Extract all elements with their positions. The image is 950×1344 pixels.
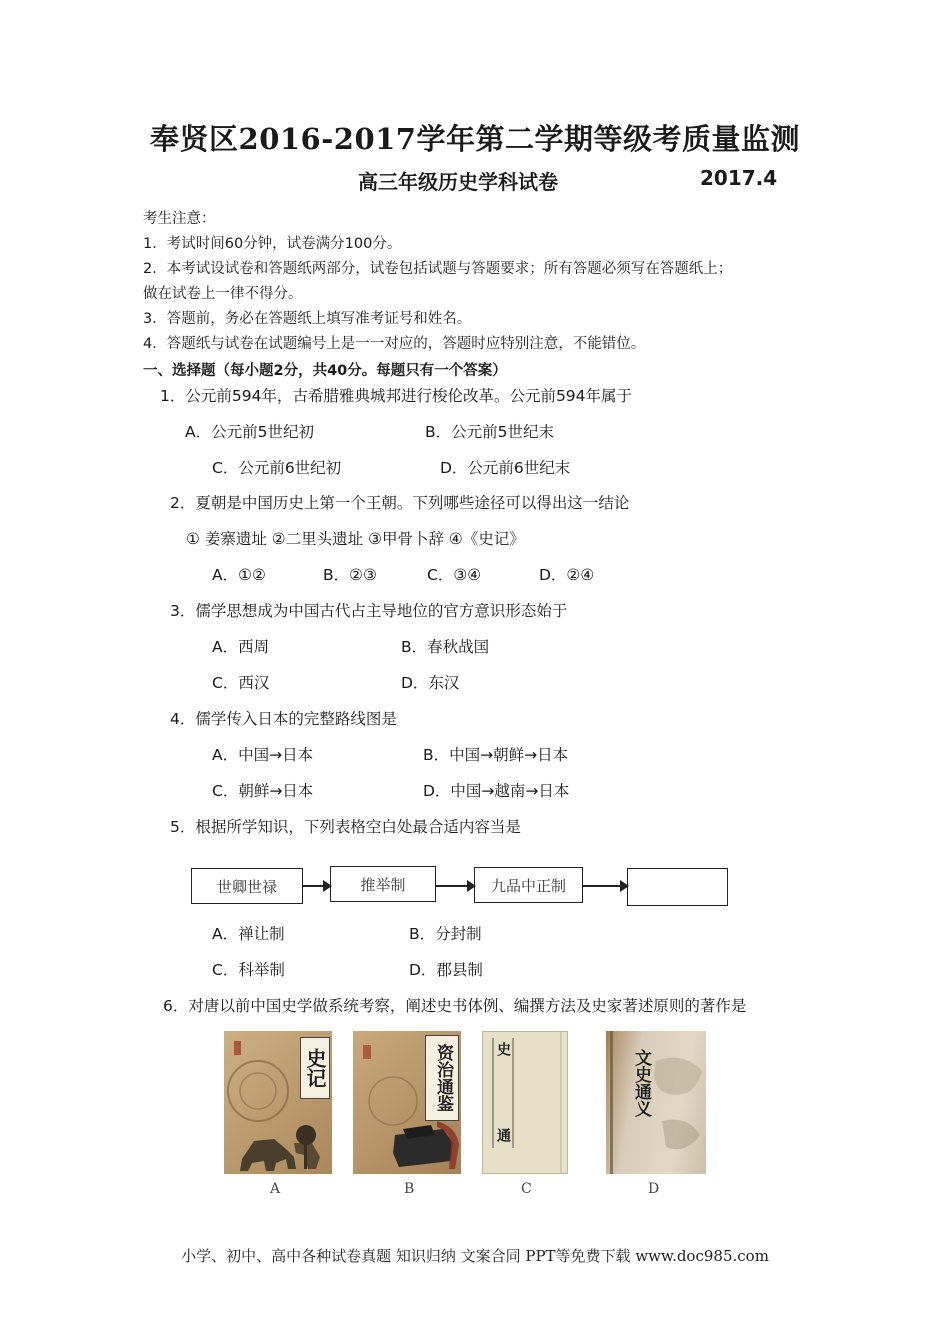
book-d-illustration <box>606 1031 706 1174</box>
notice-item-2: 2．本考试设试卷和答题纸两部分，试卷包括试题与答题要求；所有答题必须写在答题纸上； <box>143 261 733 277</box>
q5-stem: 5．根据所学知识，下列表格空白处最合适内容当是 <box>170 818 521 836</box>
book-cover-a <box>224 1031 332 1174</box>
book-a-title: 史记 <box>300 1037 330 1099</box>
book-d-title: 文史通义 <box>631 1049 651 1117</box>
q5-option-c: C．科举制 <box>212 961 285 979</box>
notice-item-4: 4．答题纸与试卷在试题编号上是一一对应的，答题时应特别注意，不能错位。 <box>143 336 646 352</box>
q3-option-b: B．春秋战国 <box>401 638 490 656</box>
exam-subtitle: 高三年级历史学科试卷 <box>358 170 558 194</box>
notice-item-3: 3．答题前，务必在答题纸上填写准考证号和姓名。 <box>143 311 472 327</box>
book-c-title-bottom: 通 <box>495 1128 511 1142</box>
q6-stem: 6．对唐以前中国史学做系统考察，阐述史书体例、编撰方法及史家著述原则的著作是 <box>163 997 747 1015</box>
q3-option-a: A．西周 <box>212 638 270 656</box>
flow-box-blank <box>627 868 728 906</box>
q1-option-d: D．公元前6世纪末 <box>440 459 571 477</box>
flow-box-1: 世卿世禄 <box>191 868 303 904</box>
q1-stem: 1．公元前594年，古希腊雅典城邦进行梭伦改革。公元前594年属于 <box>160 387 633 405</box>
book-b-title: 资治通鉴 <box>425 1035 459 1121</box>
exam-year: 2017.4 <box>700 166 778 190</box>
section-heading: 一、选择题（每小题2分，共40分。每题只有一个答案） <box>143 363 507 379</box>
q2-items: ① 姜寨遗址 ②二里头遗址 ③甲骨卜辞 ④《史记》 <box>186 530 525 548</box>
book-cover-c <box>482 1031 568 1174</box>
q3-option-d: D．东汉 <box>401 674 460 692</box>
notice-heading: 考生注意： <box>143 211 216 227</box>
exam-title: 奉贤区2016-2017学年第二学期等级考质量监测 <box>150 122 800 156</box>
q5-option-b: B．分封制 <box>409 925 482 943</box>
q3-option-c: C．西汉 <box>212 674 270 692</box>
flow-arrow-1 <box>303 885 330 887</box>
flow-box-2: 推举制 <box>330 866 436 902</box>
flow-arrow-3 <box>583 885 627 887</box>
book-cover-d <box>606 1031 706 1174</box>
notice-item-2-cont: 做在试卷上一律不得分。 <box>143 286 303 302</box>
book-cover-b <box>353 1031 461 1174</box>
footer-text: 小学、初中、高中各种试卷真题 知识归纳 文案合同 PPT等免费下载 www.doc985.com <box>181 1247 769 1265</box>
flow-arrow-2 <box>436 885 474 887</box>
book-c-title-top: 史 <box>495 1042 511 1056</box>
q4-option-b: B．中国→朝鲜→日本 <box>423 746 569 764</box>
flow-box-3: 九品中正制 <box>474 867 583 903</box>
q5-option-a: A．禅让制 <box>212 925 285 943</box>
book-label-b: B <box>404 1181 415 1197</box>
q4-option-d: D．中国→越南→日本 <box>423 782 570 800</box>
q1-option-a: A．公元前5世纪初 <box>185 423 314 441</box>
book-label-c: C <box>521 1181 532 1197</box>
q1-option-c: C．公元前6世纪初 <box>212 459 342 477</box>
q3-stem: 3．儒学思想成为中国古代占主导地位的官方意识形态始于 <box>170 602 568 620</box>
book-label-a: A <box>270 1181 281 1197</box>
q4-option-a: A．中国→日本 <box>212 746 314 764</box>
notice-item-1: 1．考试时间60分钟，试卷满分100分。 <box>143 236 402 252</box>
q2-option-c: C．③④ <box>427 566 482 584</box>
book-label-d: D <box>648 1181 660 1197</box>
q2-option-b: B．②③ <box>323 566 377 584</box>
q2-stem: 2．夏朝是中国历史上第一个王朝。下列哪些途径可以得出这一结论 <box>170 494 630 512</box>
q2-option-d: D．②④ <box>539 566 595 584</box>
q4-option-c: C．朝鲜→日本 <box>212 782 314 800</box>
q2-option-a: A．①② <box>212 566 266 584</box>
q4-stem: 4．儒学传入日本的完整路线图是 <box>170 710 397 728</box>
q1-option-b: B．公元前5世纪末 <box>425 423 554 441</box>
q5-option-d: D．郡县制 <box>409 961 483 979</box>
